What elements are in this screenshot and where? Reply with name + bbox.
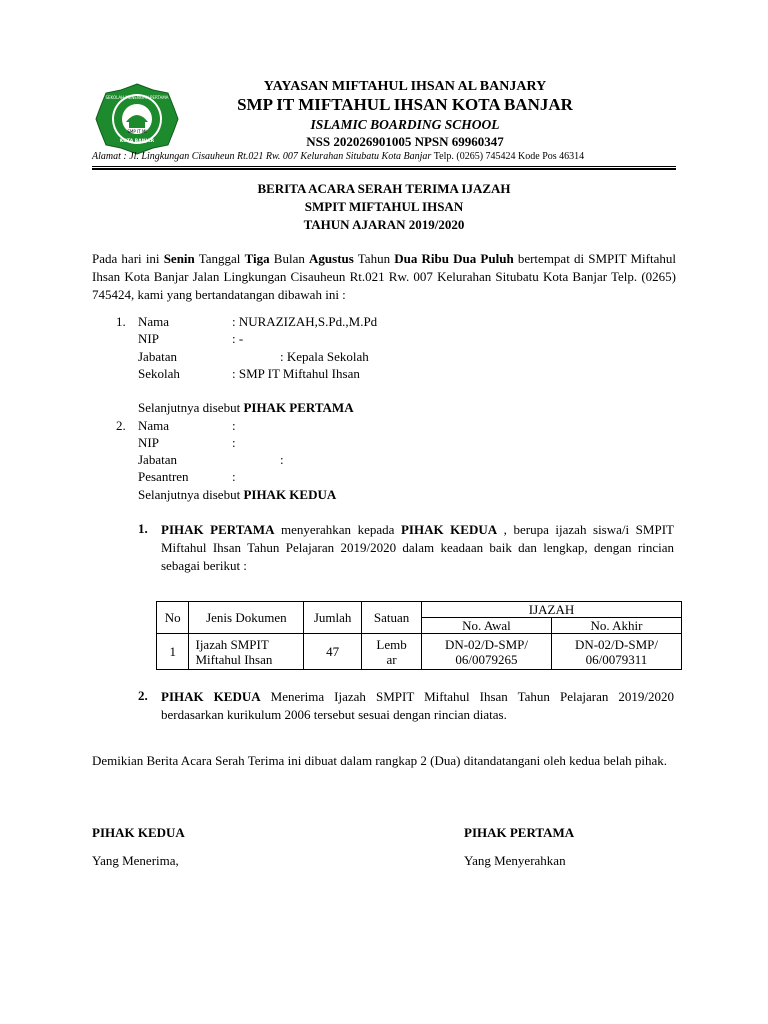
school-nss: NSS 202026901005 NPSN 69960347 [306,134,504,149]
signature-left-sub: Yang Menerima, [92,853,179,868]
header-no-akhir: No. Akhir [551,618,681,634]
party2-jabatan-label: Jabatan [138,452,177,467]
party2-pesantren-value: : [232,469,236,484]
party1-nip-label: NIP [138,331,159,346]
intro-paragraph: Pada hari ini Senin Tanggal Tiga Bulan Agustus Tahun Dua Ribu Dua Puluh bertempat di SMPIT Miftahul Ihsan Kota Banjar Jalan Lingkungan Cisauheun Rt.021 Rw. 007 Kelurahan Situbatu Kota Banjar Telp. (0265) 745424, kami yang bertandatangan dibawah ini : [92,251,676,302]
foundation-name: YAYASAN MIFTAHUL IHSAN AL BANJARY [263,79,547,94]
party1-nip-value: : - [232,331,244,346]
header-no-awal: No. Awal [422,618,552,634]
school-logo [94,82,180,156]
party2-nama-label: Nama [138,418,170,433]
party2-nip-value: : [232,435,236,450]
phone-text: Telp. (0265) 745424 Kode Pos 46314 [433,151,585,162]
party1-sekolah-value: : SMP IT Miftahul Ihsan [232,366,360,381]
cell-jumlah: 47 [304,634,362,670]
header-divider [92,166,676,167]
cell-jenis: Ijazah SMPIT Miftahul Ihsan [189,634,304,670]
point2-text: PIHAK KEDUA Menerima Ijazah SMPIT Miftahul Ihsan Tahun Pelajaran 2019/2020 berdasarkan kurikulum 2006 tersebut sesuai dengan rincian diatas. [161,689,675,722]
header-no: No [157,602,189,634]
ijazah-table [156,601,682,670]
party2-number: 2. [116,418,126,433]
cell-satuan: Lembar [362,634,422,670]
party2-nama-value: : [232,418,236,433]
party1-jabatan-label: Jabatan [138,349,177,364]
party2-designation: Selanjutnya disebut PIHAK KEDUA [138,487,337,502]
party1-sekolah-label: Sekolah [138,366,180,381]
header-divider-thick [92,168,676,170]
header-jumlah: Jumlah [304,602,362,634]
svg-text:SEKOLAH MENENGAH PERTAMA: SEKOLAH MENENGAH PERTAMA [105,95,169,100]
point1-number: 1. [138,521,148,536]
signature-right-title: PIHAK PERTAMA [464,825,575,840]
header-satuan: Satuan [362,602,422,634]
party1-nama-label: Nama [138,314,170,329]
party1-nama-value: : NURAZIZAH,S.Pd.,M.Pd [232,314,378,329]
doc-title-line1: BERITA ACARA SERAH TERIMA IJAZAH [257,181,511,196]
address-text: Alamat : Jl. Lingkungan Cisauheun Rt.021 Rw. 007 Kelurahan Situbatu Kota Banjar [92,151,432,162]
svg-text:KOTA BANJAR: KOTA BANJAR [119,139,155,144]
party2-nip-label: NIP [138,435,159,450]
header-ijazah: IJAZAH [422,602,682,618]
closing-paragraph: Demikian Berita Acara Serah Terima ini dibuat dalam rangkap 2 (Dua) ditandatangani oleh kedua belah pihak. [92,753,667,768]
party2-jabatan-value: : [280,452,284,467]
party1-jabatan-value: : Kepala Sekolah [280,349,369,364]
school-name: SMP IT MIFTAHUL IHSAN KOTA BANJAR [237,95,573,114]
cell-no: 1 [157,634,189,670]
school-subtitle: ISLAMIC BOARDING SCHOOL [310,117,500,132]
party2-pesantren-label: Pesantren [138,469,189,484]
point2-number: 2. [138,688,148,703]
header-jenis-dokumen: Jenis Dokumen [189,602,304,634]
cell-no-awal: DN-02/D-SMP/ 06/0079265 [422,634,552,670]
signature-right-sub: Yang Menyerahkan [464,853,566,868]
doc-title-line3: TAHUN AJARAN 2019/2020 [303,217,465,232]
point1-text: PIHAK PERTAMA menyerahkan kepada PIHAK KEDUA , berupa ijazah siswa/i SMPIT Miftahul Ihsan Tahun Pelajaran 2019/2020 dalam keadaan baik dan lengkap, dengan rincian sebagai berikut : [161,522,674,573]
table-row [157,634,682,670]
signature-left-title: PIHAK KEDUA [92,825,185,840]
svg-text:SMP IT MI: SMP IT MI [127,129,147,134]
cell-no-akhir: DN-02/D-SMP/ 06/0079311 [551,634,681,670]
school-address [92,151,676,162]
party1-number: 1. [116,314,126,329]
party1-designation: Selanjutnya disebut PIHAK PERTAMA [138,400,354,415]
doc-title-line2: SMPIT MIFTAHUL IHSAN [304,199,464,214]
